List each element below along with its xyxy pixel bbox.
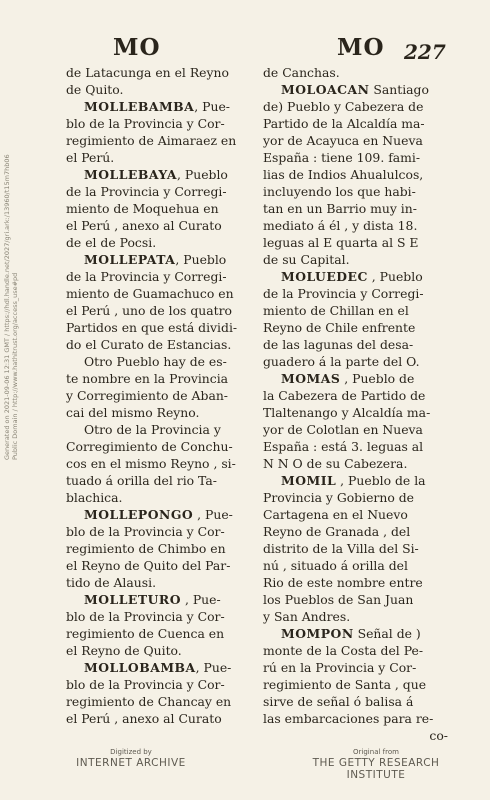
line-text: de) Pueblo y Cabezera de (263, 99, 424, 114)
text-line (263, 642, 448, 659)
text-line (66, 132, 248, 149)
text-line (263, 149, 448, 166)
line-text: de su Capital. (263, 252, 350, 267)
text-line (263, 302, 448, 319)
text-line (66, 404, 248, 421)
text-line (66, 523, 248, 540)
hathitrust-margin-note (3, 40, 19, 460)
text-line (66, 557, 248, 574)
line-text: incluyendo los que habi- (263, 184, 416, 199)
entry-headword: MOLLOBAMBA (84, 660, 196, 675)
line-text: regimiento de Aimaraez en (66, 133, 237, 148)
text-line (263, 353, 448, 370)
line-text: , Pueblo de la (336, 473, 426, 488)
line-text: tuado á orilla del rio Ta- (66, 473, 217, 488)
text-line (66, 421, 248, 438)
text-line (263, 523, 448, 540)
text-line (263, 472, 448, 489)
entry-headword: MOMIL (281, 473, 337, 488)
line-text: Otro Pueblo hay de es- (84, 354, 227, 369)
text-line (66, 64, 248, 81)
line-text: , Pue- (194, 99, 230, 114)
entry-headword: MOLLEBAMBA (84, 99, 195, 114)
line-text: los Pueblos de San Juan (263, 592, 414, 607)
text-line (66, 693, 248, 710)
line-text: Cartagena en el Nuevo (263, 507, 408, 522)
line-text: el Perú , anexo al Curato (66, 218, 222, 233)
line-text: la Cabezera de Partido de (263, 388, 426, 403)
line-text: Provincia y Gobierno de (263, 490, 414, 505)
entry-headword: MOMPON (281, 626, 354, 641)
entry-headword: MOLLETURO (84, 592, 181, 607)
line-text: el Reyno de Quito del Par- (66, 558, 231, 573)
page-number: 227 (404, 40, 446, 64)
line-text: N N O de su Cabezera. (263, 456, 408, 471)
original-from-credit (296, 748, 456, 781)
line-text: las embarcaciones para re- (263, 711, 434, 726)
text-line (263, 268, 448, 285)
entry-headword: MOMAS (281, 371, 341, 386)
line-text: distrito de la Villa del Si- (263, 541, 419, 556)
line-text: y Corregimiento de Aban- (66, 388, 228, 403)
text-line (66, 438, 248, 455)
text-line (263, 693, 448, 710)
text-line (263, 455, 448, 472)
line-text: blo de la Provincia y Cor- (66, 677, 225, 692)
text-line (66, 455, 248, 472)
line-text: España : tiene 109. fami- (263, 150, 421, 165)
line-text: de Latacunga en el Reyno (66, 65, 229, 80)
text-line (66, 268, 248, 285)
text-line (66, 506, 248, 523)
line-text: Señal de ) (353, 626, 421, 641)
text-line (66, 540, 248, 557)
text-line (263, 370, 448, 387)
text-line (66, 659, 248, 676)
left-text-column (66, 64, 248, 727)
line-text: tido de Alausi. (66, 575, 157, 590)
text-line (66, 353, 248, 370)
line-text: y San Andres. (263, 609, 351, 624)
line-text: Reyno de Granada , del (263, 524, 411, 539)
text-line (66, 625, 248, 642)
line-text: miento de Guamachuco en (66, 286, 234, 301)
line-text: , Pueblo de (340, 371, 415, 386)
line-text: regimiento de Chimbo en (66, 541, 226, 556)
line-text: el Reyno de Quito. (66, 643, 182, 658)
text-line (263, 438, 448, 455)
line-text: Corregimiento de Conchu- (66, 439, 233, 454)
line-text: blo de la Provincia y Cor- (66, 116, 225, 131)
text-line (66, 285, 248, 302)
text-line (66, 608, 248, 625)
text-line (66, 98, 248, 115)
text-line (66, 642, 248, 659)
line-text: blachica. (66, 490, 123, 505)
text-line (263, 387, 448, 404)
text-line (263, 285, 448, 302)
text-line (263, 591, 448, 608)
text-line (66, 81, 248, 98)
line-text: cai del mismo Reyno. (66, 405, 200, 420)
text-line (263, 64, 448, 81)
text-line (263, 166, 448, 183)
line-text: el Perú , anexo al Curato (66, 711, 222, 726)
text-line (66, 336, 248, 353)
text-line (66, 489, 248, 506)
text-line (263, 98, 448, 115)
internet-archive-label: INTERNET ARCHIVE (76, 757, 186, 769)
text-line (66, 302, 248, 319)
text-line (263, 217, 448, 234)
text-line (66, 234, 248, 251)
text-line (66, 183, 248, 200)
line-text: , Pue- (193, 507, 233, 522)
original-from-label: Original from (353, 748, 399, 756)
text-line (263, 625, 448, 642)
text-line (263, 727, 448, 744)
line-text: miento de Moquehua en (66, 201, 219, 216)
text-line (263, 421, 448, 438)
text-line (66, 251, 248, 268)
text-line (263, 557, 448, 574)
generated-note: Generated on 2021-09-06 12:31 GMT / https://hdl.handle.net/2027/gri.ark:/13960/t15m7hb06 (3, 154, 11, 460)
line-text: mediato á él , y dista 18. (263, 218, 418, 233)
text-line (263, 336, 448, 353)
line-text: te nombre en la Provincia (66, 371, 229, 386)
text-line (263, 540, 448, 557)
line-text: , Pueblo (367, 269, 423, 284)
text-line (263, 506, 448, 523)
text-line (66, 591, 248, 608)
text-line (66, 370, 248, 387)
line-text: monte de la Costa del Pe- (263, 643, 424, 658)
line-text: , Pueblo (177, 167, 228, 182)
line-text: regimiento de Cuenca en (66, 626, 225, 641)
text-line (263, 200, 448, 217)
public-domain-note: Public Domain / http://www.hathitrust.org/access_use#pd (11, 272, 19, 460)
line-text: España : está 3. leguas al (263, 439, 424, 454)
text-line (263, 115, 448, 132)
text-line (66, 710, 248, 727)
line-text: el Perú. (66, 150, 115, 165)
entry-headword: MOLLEBAYA (84, 167, 178, 182)
text-line (66, 676, 248, 693)
line-text: de Quito. (66, 82, 124, 97)
line-text: de la Provincia y Corregi- (66, 269, 227, 284)
text-line (263, 132, 448, 149)
text-line (263, 710, 448, 727)
text-line (263, 659, 448, 676)
text-line (263, 676, 448, 693)
line-text: nú , situado á orilla del (263, 558, 408, 573)
right-text-column (263, 64, 448, 744)
line-text: , Pue- (181, 592, 221, 607)
line-text: Partido de la Alcaldía ma- (263, 116, 425, 131)
text-line (66, 387, 248, 404)
text-line (66, 217, 248, 234)
line-text: yor de Colotlan en Nueva (263, 422, 423, 437)
digitized-by-credit (56, 748, 206, 769)
line-text: lias de Indios Ahualulcos, (263, 167, 424, 182)
line-text: de el de Pocsi. (66, 235, 157, 250)
getty-label: THE GETTY RESEARCH INSTITUTE (312, 757, 440, 781)
digitized-by-label: Digitized by (110, 748, 152, 756)
text-line (66, 166, 248, 183)
line-text: rú en la Provincia y Cor- (263, 660, 417, 675)
text-line (263, 81, 448, 98)
line-text: yor de Acayuca en Nueva (263, 133, 423, 148)
line-text: tan en un Barrio muy in- (263, 201, 417, 216)
text-line (263, 251, 448, 268)
line-text: regimiento de Santa , que (263, 677, 427, 692)
line-text: sirve de señal ó balisa á (263, 694, 414, 709)
text-line (66, 149, 248, 166)
running-head-right: MO (337, 34, 385, 61)
line-text: Reyno de Chile enfrente (263, 320, 416, 335)
text-line (66, 200, 248, 217)
line-text: miento de Chillan en el (263, 303, 409, 318)
text-line (263, 489, 448, 506)
line-text: Rio de este nombre entre (263, 575, 423, 590)
line-text: de Canchas. (263, 65, 340, 80)
text-line (66, 472, 248, 489)
line-text: leguas al E quarta al S E (263, 235, 419, 250)
line-text: Santiago (369, 82, 429, 97)
line-text: , Pueblo (175, 252, 227, 267)
text-line (263, 608, 448, 625)
line-text: de la Provincia y Corregi- (263, 286, 424, 301)
line-text: blo de la Provincia y Cor- (66, 524, 225, 539)
text-line (263, 404, 448, 421)
text-line (66, 574, 248, 591)
text-line (66, 319, 248, 336)
line-text: , Pue- (195, 660, 232, 675)
entry-headword: MOLLEPONGO (84, 507, 194, 522)
entry-headword: MOLUEDEC (281, 269, 368, 284)
line-text: co- (429, 728, 448, 743)
running-head-left: MO (113, 34, 161, 61)
line-text: el Perú , uno de los quatro (66, 303, 233, 318)
entry-headword: MOLLEPATA (84, 252, 176, 267)
line-text: de las lagunas del desa- (263, 337, 414, 352)
line-text: regimiento de Chancay en (66, 694, 232, 709)
line-text: blo de la Provincia y Cor- (66, 609, 225, 624)
line-text: cos en el mismo Reyno , si- (66, 456, 236, 471)
line-text: de la Provincia y Corregi- (66, 184, 227, 199)
text-line (263, 574, 448, 591)
line-text: Partidos en que está dividi- (66, 320, 238, 335)
text-line (66, 115, 248, 132)
text-line (263, 183, 448, 200)
line-text: do el Curato de Estancias. (66, 337, 232, 352)
entry-headword: MOLOACAN (281, 82, 370, 97)
line-text: guadero á la parte del O. (263, 354, 420, 369)
line-text: Tlaltenango y Alcaldía ma- (263, 405, 431, 420)
text-line (263, 234, 448, 251)
text-line (263, 319, 448, 336)
line-text: Otro de la Provincia y (84, 422, 221, 437)
